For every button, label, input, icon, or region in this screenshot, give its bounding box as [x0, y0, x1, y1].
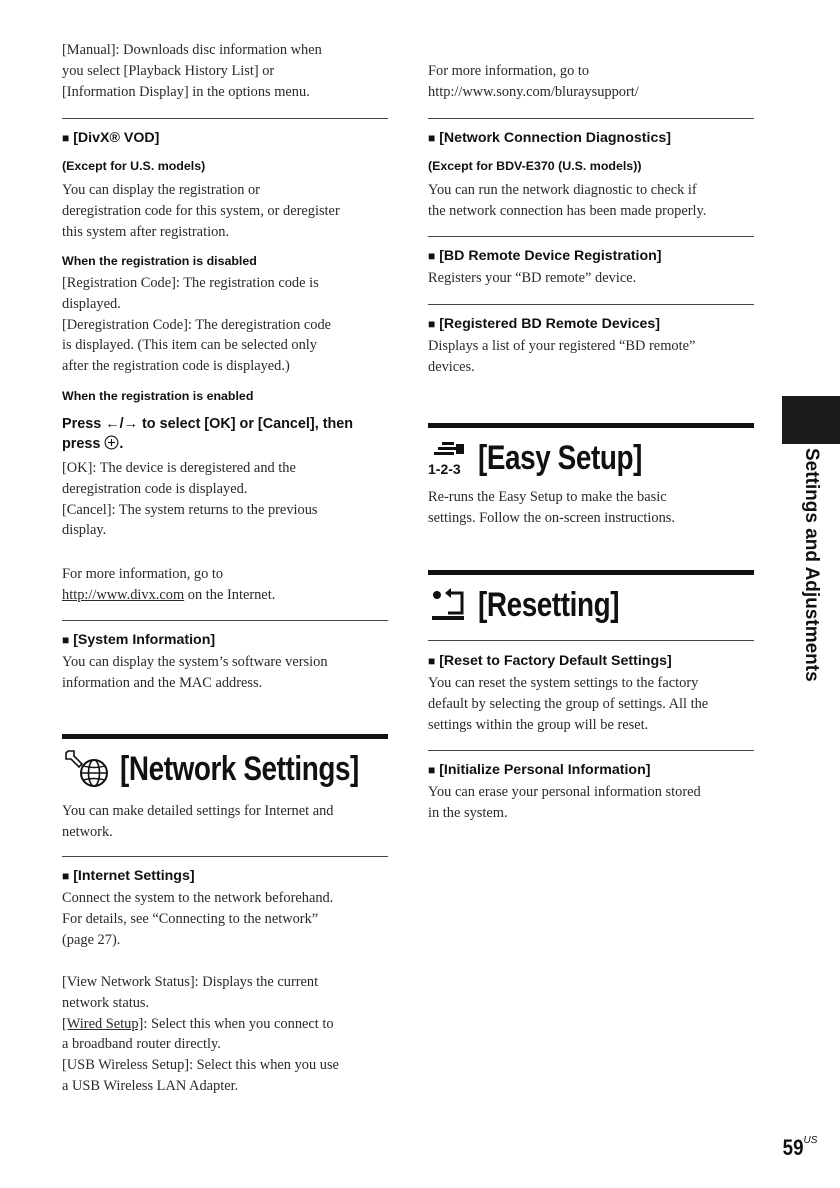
easy-setup-header	[428, 433, 758, 483]
network-settings-header	[62, 744, 392, 794]
divx-note: (Except for U.S. models)	[62, 159, 206, 173]
divider	[428, 750, 754, 751]
factory-reset-text: You can reset the system settings to the factory default by selecting the group of settings. All the settings within the group will be reset.	[428, 675, 709, 733]
internet-settings-text: Connect the system to the network beforehand. For details, see “Connecting to the network” (page 27).	[62, 890, 334, 948]
network-settings-text: You can make detailed settings for Internet and network.	[62, 803, 334, 840]
divider	[62, 856, 388, 857]
easy-setup-title: [Easy Setup]	[478, 438, 642, 477]
divx-vod-heading: ■ [DivX® VOD]	[62, 130, 160, 146]
divider	[428, 640, 754, 641]
resetting-header	[428, 580, 758, 630]
diagnostics-note: (Except for BDV-E370 (U.S. models))	[428, 159, 642, 173]
internet-settings-heading: ■ [Internet Settings]	[62, 868, 195, 884]
diagnostics-heading: ■ [Network Connection Diagnostics]	[428, 130, 671, 146]
registered-bd-devices-heading: ■ [Registered BD Remote Devices]	[428, 316, 660, 332]
registered-bd-devices-text: Displays a list of your registered “BD remote” devices.	[428, 338, 696, 375]
section-tab	[782, 396, 840, 444]
page-number: $59^{US}$	[782, 1135, 818, 1160]
registration-code-text: [Registration Code]: The registration code is displayed. [Deregistration Code]: The deregistration code is displayed. (This item can be selected only after the registration code is displayed.)	[62, 275, 332, 375]
manual-text: [Manual]: Downloads disc information when you select [Playback History List] or [Information Display] in the options menu.	[62, 42, 322, 100]
section-bar	[62, 734, 388, 739]
sony-support-link[interactable]: http://www.sony.com/bluraysupport/	[428, 83, 639, 100]
bd-remote-registration-heading: ■ [BD Remote Device Registration]	[428, 248, 662, 264]
divx-link[interactable]: http://www.divx.com	[62, 586, 185, 603]
diagnostics-text: You can run the network diagnostic to check if the network connection has been made properly.	[428, 182, 707, 219]
ok-cancel-text: [OK]: The device is deregistered and the deregistration code is displayed. [Cancel]: The system returns to the previous display.	[62, 460, 318, 539]
enabled-heading: When the registration is enabled	[62, 389, 254, 403]
initialize-personal-heading: ■ [Initialize Personal Information]	[428, 762, 651, 778]
enter-button-icon	[104, 435, 119, 450]
resetting-icon	[428, 585, 470, 625]
side-tab-label: Settings and Adjustments	[801, 448, 822, 682]
disabled-heading: When the registration is disabled	[62, 254, 257, 268]
press-instruction: Press ←/→ to select [OK] or [Cancel], then press .	[62, 416, 354, 452]
resetting-title: [Resetting]	[478, 585, 620, 624]
divx-description: You can display the registration or deregistration code for this system, or deregister this system after registration.	[62, 182, 340, 240]
network-settings-icon	[62, 747, 112, 791]
bd-remote-registration-text: Registers your “BD remote” device.	[428, 270, 637, 286]
sony-more-info: For more information, go to http://www.sony.com/bluraysupport/	[428, 63, 639, 100]
divider	[62, 620, 388, 621]
initialize-personal-text: You can erase your personal information stored in the system.	[428, 784, 701, 821]
internet-options-text: [View Network Status]: Displays the current network status. [Wired Setup]: Select this when you connect to a broadband router directly. [USB Wireless Setup]: Select this when you use a USB Wireless LAN Adapter.	[62, 974, 339, 1094]
section-bar	[428, 423, 754, 428]
divider	[428, 118, 754, 119]
divider	[428, 304, 754, 305]
divx-more-info: For more information, go to http://www.divx.com on the Internet.	[62, 566, 276, 603]
section-bar	[428, 570, 754, 575]
network-settings-title: [Network Settings]	[120, 749, 359, 788]
system-information-text: You can display the system’s software version information and the MAC address.	[62, 654, 328, 691]
easy-setup-icon	[428, 438, 470, 478]
easy-setup-text: Re-runs the Easy Setup to make the basic settings. Follow the on-screen instructions.	[428, 489, 676, 526]
factory-reset-heading: ■ [Reset to Factory Default Settings]	[428, 653, 672, 669]
divider	[428, 236, 754, 237]
system-information-heading: ■ [System Information]	[62, 632, 216, 648]
svg-text:1-2-3: 1-2-3	[428, 461, 461, 477]
divider	[62, 118, 388, 119]
